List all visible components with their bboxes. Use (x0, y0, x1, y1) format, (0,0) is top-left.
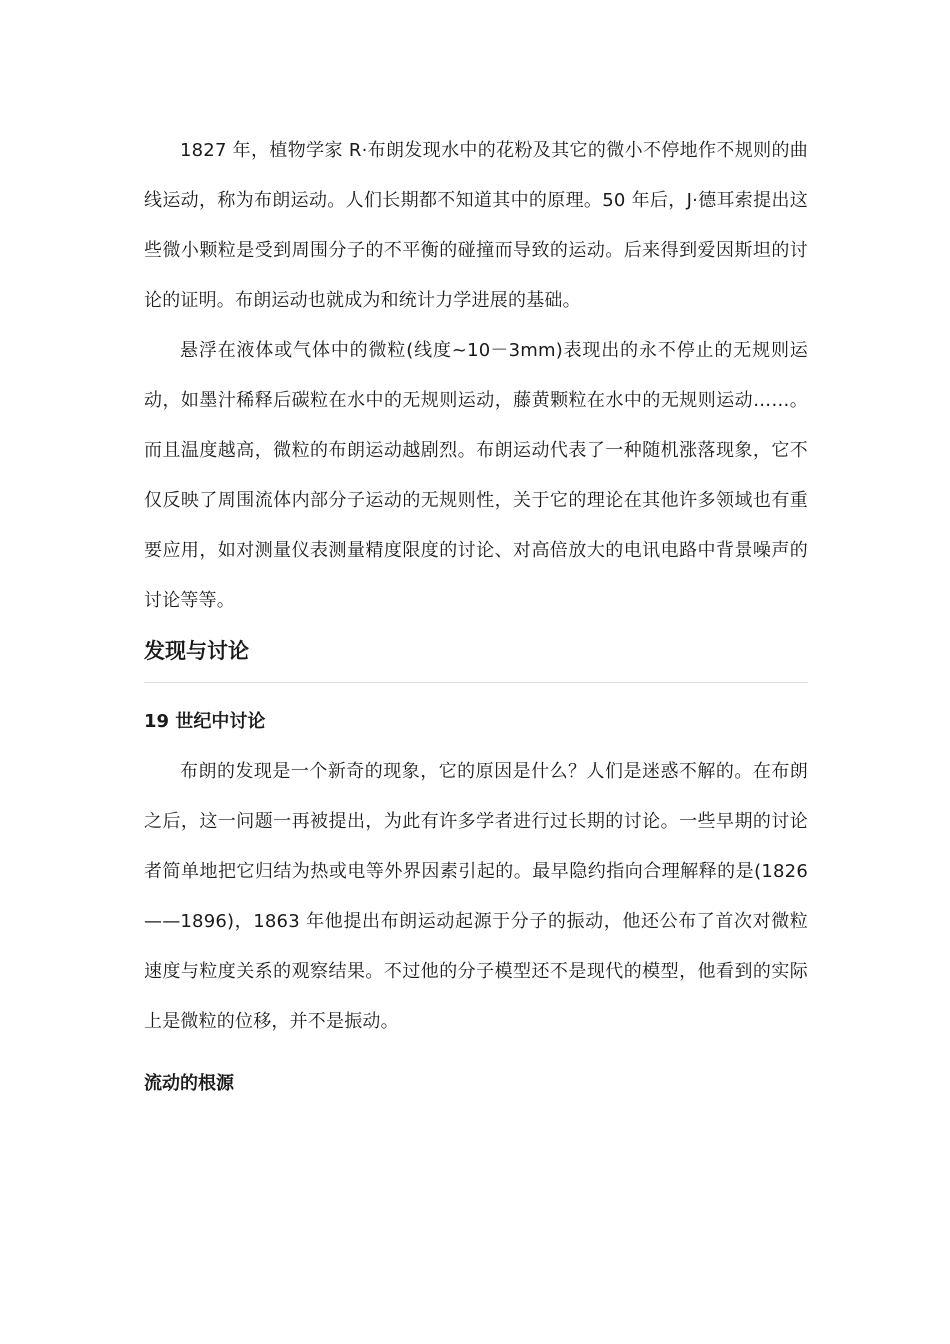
intro-paragraph-2: 悬浮在液体或气体中的微粒(线度~10－3mm)表现出的永不停止的无规则运动，如墨汁稀释后碳粒在水中的无规则运动，藤黄颗粒在水中的无规则运动……。而且温度越高，微粒的布朗运动越剧烈。布朗运动代表了一种随机涨落现象，它不仅反映了周围流体内部分子运动的无规则性，关于它的理论在其他许多领域也有重要应用，如对测量仪表测量精度限度的讨论、对高倍放大的电讯电路中背景噪声的讨论等等。 (144, 340, 808, 611)
document-page (144, 126, 808, 1109)
section-heading: 发现与讨论 (144, 639, 249, 663)
subsection-heading-1: 19 世纪中讨论 (144, 711, 266, 732)
subsection-heading-2: 流动的根源 (144, 1073, 234, 1094)
intro-paragraph-1: 1827 年，植物学家 R·布朗发现水中的花粉及其它的微小不停地作不规则的曲线运动，称为布朗运动。人们长期都不知道其中的原理。50 年后，J·德耳索提出这些微小颗粒是受到周围分子的不平衡的碰撞而导致的运动。后来得到爱因斯坦的讨论的证明。布朗运动也就成为和统计力学进展的基础。 (144, 140, 808, 311)
subsection-1-paragraph: 布朗的发现是一个新奇的现象，它的原因是什么？人们是迷惑不解的。在布朗之后，这一问题一再被提出，为此有许多学者进行过长期的讨论。一些早期的讨论者简单地把它归结为热或电等外界因素引起的。最早隐约指向合理解释的是(1826——1896)，1863 年他提出布朗运动起源于分子的振动，他还公布了首次对微粒速度与粒度关系的观察结果。不过他的分子模型还不是现代的模型，他看到的实际上是微粒的位移，并不是振动。 (144, 761, 808, 1032)
section-divider (144, 682, 808, 683)
